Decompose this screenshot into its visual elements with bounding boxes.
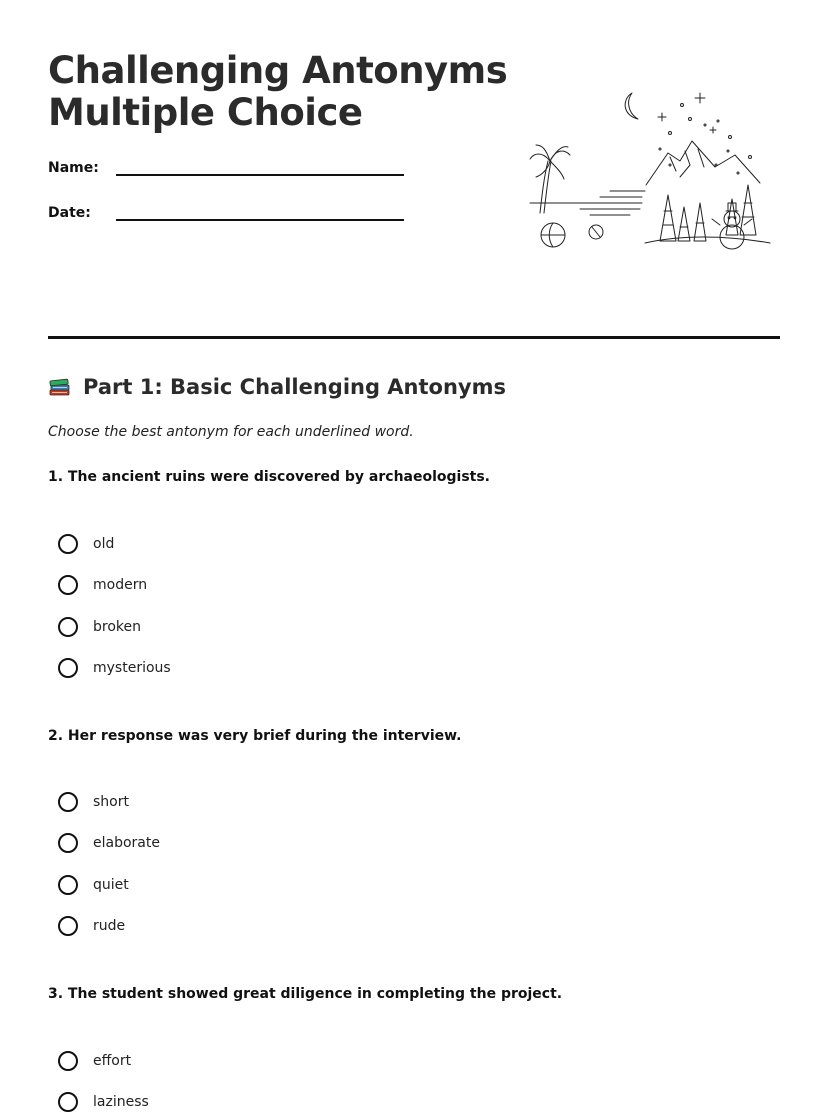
- option-label: modern: [93, 577, 148, 593]
- option-3-a[interactable]: [58, 1049, 131, 1073]
- date-line[interactable]: [116, 219, 404, 221]
- option-label: short: [93, 794, 129, 810]
- radio-circle[interactable]: [58, 792, 78, 812]
- radio-circle[interactable]: [58, 617, 78, 637]
- question-3: 3. The student showed great diligence in completing the project.: [48, 986, 563, 1002]
- section-heading: [48, 375, 506, 399]
- option-1-c[interactable]: [58, 615, 141, 639]
- option-2-b[interactable]: [58, 831, 160, 855]
- option-3-b[interactable]: [58, 1090, 149, 1114]
- books-icon: [48, 375, 72, 399]
- option-label: quiet: [93, 877, 129, 893]
- section-title: Part 1: Basic Challenging Antonyms: [83, 375, 506, 399]
- radio-circle[interactable]: [58, 916, 78, 936]
- option-label: elaborate: [93, 835, 160, 851]
- name-line[interactable]: [116, 174, 404, 176]
- option-label: mysterious: [93, 660, 171, 676]
- option-2-a[interactable]: [58, 790, 129, 814]
- option-label: effort: [93, 1053, 132, 1069]
- option-1-d[interactable]: [58, 656, 171, 680]
- radio-circle[interactable]: [58, 833, 78, 853]
- question-2: 2. Her response was very brief during the interview.: [48, 728, 462, 744]
- name-field: [48, 160, 99, 176]
- title-line-2: Multiple Choice: [48, 91, 363, 134]
- section-divider: [48, 336, 780, 339]
- option-1-a[interactable]: [58, 532, 114, 556]
- question-1: 1. The ancient ruins were discovered by archaeologists.: [48, 469, 491, 485]
- option-2-d[interactable]: [58, 914, 125, 938]
- radio-circle[interactable]: [58, 875, 78, 895]
- option-label: broken: [93, 619, 141, 635]
- radio-circle[interactable]: [58, 658, 78, 678]
- radio-circle[interactable]: [58, 534, 78, 554]
- radio-circle[interactable]: [58, 1051, 78, 1071]
- option-2-c[interactable]: [58, 873, 129, 897]
- radio-circle[interactable]: [58, 575, 78, 595]
- option-label: laziness: [93, 1094, 149, 1110]
- option-1-b[interactable]: [58, 573, 147, 597]
- seasons-illustration: [520, 85, 780, 255]
- instructions: Choose the best antonym for each underlined word.: [48, 424, 414, 440]
- radio-circle[interactable]: [58, 1092, 78, 1112]
- page-title: [48, 50, 507, 134]
- option-label: rude: [93, 918, 126, 934]
- option-label: old: [93, 536, 115, 552]
- date-label: Date:: [48, 205, 91, 221]
- name-label: Name:: [48, 160, 99, 176]
- date-field: [48, 205, 91, 221]
- title-line-1: Challenging Antonyms: [48, 49, 508, 92]
